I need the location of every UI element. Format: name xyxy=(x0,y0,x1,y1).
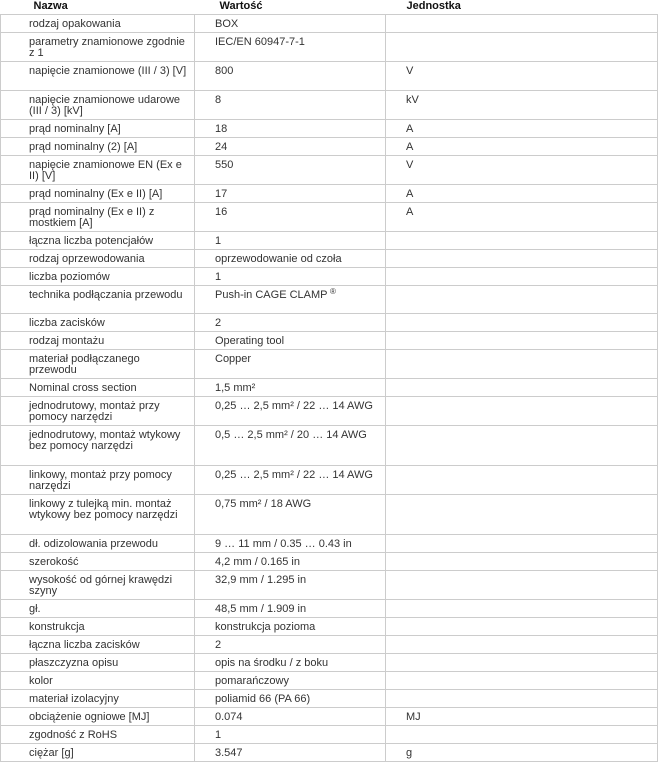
row-unit-cell xyxy=(386,654,658,672)
row-unit-cell-text xyxy=(406,726,653,732)
table-row xyxy=(1,62,658,91)
row-value-cell xyxy=(195,571,386,600)
table-row xyxy=(1,138,658,156)
row-value-cell xyxy=(195,232,386,250)
row-value-cell xyxy=(195,379,386,397)
row-name-cell-text: prąd nominalny (Ex e II) z mostkiem [A] xyxy=(29,206,155,229)
row-name-cell xyxy=(1,62,195,91)
row-unit-cell xyxy=(386,91,658,120)
row-name-cell-text: ciężar [g] xyxy=(29,747,74,759)
table-row xyxy=(1,33,658,62)
row-name-cell xyxy=(1,138,195,156)
row-value-cell xyxy=(195,726,386,744)
table-row xyxy=(1,286,658,314)
table-row xyxy=(1,15,658,33)
row-value-cell xyxy=(195,426,386,466)
row-unit-cell xyxy=(386,120,658,138)
row-unit-cell-text xyxy=(406,553,653,559)
row-value-cell xyxy=(195,397,386,426)
row-value-cell xyxy=(195,91,386,120)
row-name-cell-text: rodzaj montażu xyxy=(29,335,105,347)
row-unit-cell-text xyxy=(406,636,653,642)
row-name-cell-text: łączna liczba zacisków xyxy=(29,639,140,651)
row-value-cell xyxy=(195,690,386,708)
table-row xyxy=(1,571,658,600)
table-header-row xyxy=(1,0,658,15)
row-value-cell xyxy=(195,250,386,268)
row-name-cell-text: prąd nominalny [A] xyxy=(29,123,121,135)
row-unit-cell xyxy=(386,690,658,708)
table-row xyxy=(1,350,658,379)
row-value-cell-text: konstrukcja pozioma xyxy=(215,621,316,633)
row-unit-cell xyxy=(386,708,658,726)
table-row xyxy=(1,203,658,232)
row-value-cell-text: 0.074 xyxy=(215,711,243,723)
row-unit-cell-text: MJ xyxy=(406,711,421,723)
table-row xyxy=(1,120,658,138)
row-name-cell-text: prąd nominalny (Ex e II) [A] xyxy=(29,188,163,200)
row-unit-cell xyxy=(386,156,658,185)
row-name-cell xyxy=(1,156,195,185)
row-name-cell-text: zgodność z RoHS xyxy=(29,729,118,741)
row-unit-cell xyxy=(386,232,658,250)
table-row xyxy=(1,379,658,397)
row-unit-cell-text: A xyxy=(406,206,414,218)
row-value-cell-text: 800 xyxy=(215,65,234,77)
table-row xyxy=(1,535,658,553)
row-unit-cell xyxy=(386,350,658,379)
row-name-cell xyxy=(1,553,195,571)
row-value-cell xyxy=(195,185,386,203)
row-name-cell xyxy=(1,250,195,268)
table-row xyxy=(1,636,658,654)
row-unit-cell xyxy=(386,636,658,654)
table-row xyxy=(1,708,658,726)
row-name-cell-text: liczba zacisków xyxy=(29,317,105,329)
row-value-cell-text: opis na środku / z boku xyxy=(215,657,329,669)
column-header-value: Wartość xyxy=(195,0,386,15)
row-unit-cell xyxy=(386,314,658,332)
row-name-cell-text: szerokość xyxy=(29,556,79,568)
row-value-cell xyxy=(195,600,386,618)
row-value-cell xyxy=(195,654,386,672)
row-name-cell xyxy=(1,672,195,690)
row-name-cell-text: łączna liczba potencjałów xyxy=(29,235,154,247)
table-row xyxy=(1,268,658,286)
row-unit-cell-text xyxy=(406,600,653,606)
row-unit-cell-text xyxy=(406,232,653,238)
row-unit-cell-text xyxy=(406,286,653,292)
row-unit-cell xyxy=(386,600,658,618)
row-name-cell-text: gł. xyxy=(29,603,41,615)
row-name-cell-text: materiał podłączanego przewodu xyxy=(29,353,140,376)
row-name-cell-text: jednodrutowy, montaż wtykowy bez pomocy narzędzi xyxy=(29,429,181,452)
row-value-cell-text: 1 xyxy=(215,235,222,247)
row-name-cell-text: napięcie znamionowe (III / 3) [V] xyxy=(29,65,187,77)
table-row xyxy=(1,600,658,618)
row-value-cell-text: oprzewodowanie od czoła xyxy=(215,253,342,265)
row-unit-cell-text xyxy=(406,535,653,541)
row-unit-cell-text xyxy=(406,379,653,385)
row-unit-cell-text: A xyxy=(406,188,414,200)
row-value-cell-text: 32,9 mm / 1.295 in xyxy=(215,574,307,586)
row-unit-cell-text: A xyxy=(406,123,414,135)
row-unit-cell-text: V xyxy=(406,65,414,77)
table-row xyxy=(1,726,658,744)
row-value-cell-text: pomarańczowy xyxy=(215,675,289,687)
row-value-cell-text: 1,5 mm² xyxy=(215,382,256,394)
row-name-cell xyxy=(1,654,195,672)
row-name-cell xyxy=(1,726,195,744)
row-value-cell-text: 550 xyxy=(215,159,234,171)
row-value-cell-text: 1 xyxy=(215,271,222,283)
row-name-cell-text: napięcie znamionowe udarowe (III / 3) [kV] xyxy=(29,94,181,117)
table-row xyxy=(1,332,658,350)
row-name-cell xyxy=(1,314,195,332)
table-row xyxy=(1,397,658,426)
row-name-cell xyxy=(1,571,195,600)
row-value-cell xyxy=(195,332,386,350)
row-unit-cell-text xyxy=(406,672,653,678)
row-value-cell-text: 1 xyxy=(215,729,222,741)
row-name-cell xyxy=(1,466,195,495)
row-name-cell-text: kolor xyxy=(29,675,53,687)
table-row xyxy=(1,426,658,466)
row-name-cell-text: dł. odizolowania przewodu xyxy=(29,538,159,550)
row-value-cell xyxy=(195,618,386,636)
row-unit-cell-text xyxy=(406,466,653,472)
row-unit-cell-text xyxy=(406,268,653,274)
row-name-cell xyxy=(1,268,195,286)
row-name-cell-text: Nominal cross section xyxy=(29,382,137,394)
table-row xyxy=(1,314,658,332)
row-unit-cell xyxy=(386,397,658,426)
row-unit-cell-text xyxy=(406,15,653,21)
row-value-cell-text: IEC/EN 60947-7-1 xyxy=(215,36,305,48)
row-unit-cell xyxy=(386,495,658,535)
row-value-cell-text: 18 xyxy=(215,123,228,135)
row-unit-cell-text xyxy=(406,495,653,501)
row-name-cell-text: płaszczyzna opisu xyxy=(29,657,119,669)
table-row xyxy=(1,232,658,250)
row-value-cell xyxy=(195,120,386,138)
table-row xyxy=(1,466,658,495)
row-name-cell xyxy=(1,708,195,726)
row-name-cell-text: parametry znamionowe zgodnie z 1 xyxy=(29,36,185,59)
row-value-cell-text: 16 xyxy=(215,206,228,218)
table-row xyxy=(1,91,658,120)
row-unit-cell xyxy=(386,268,658,286)
row-name-cell xyxy=(1,91,195,120)
row-unit-cell-text: V xyxy=(406,159,414,171)
row-unit-cell xyxy=(386,466,658,495)
row-value-cell xyxy=(195,672,386,690)
row-unit-cell xyxy=(386,62,658,91)
row-name-cell xyxy=(1,15,195,33)
row-name-cell xyxy=(1,232,195,250)
row-name-cell xyxy=(1,203,195,232)
row-unit-cell-text xyxy=(406,690,653,696)
row-value-cell xyxy=(195,636,386,654)
row-value-cell xyxy=(195,553,386,571)
row-name-cell xyxy=(1,426,195,466)
table-row xyxy=(1,618,658,636)
table-body xyxy=(1,15,658,762)
row-name-cell-text: linkowy z tulejką min. montaż wtykowy bez pomocy narzędzi xyxy=(29,498,178,521)
row-value-cell xyxy=(195,203,386,232)
row-value-cell-text: 48,5 mm / 1.909 in xyxy=(215,603,307,615)
row-name-cell xyxy=(1,350,195,379)
row-value-cell xyxy=(195,138,386,156)
row-unit-cell-text xyxy=(406,332,653,338)
row-name-cell-text: napięcie znamionowe EN (Ex e II) [V] xyxy=(29,159,182,182)
row-unit-cell xyxy=(386,138,658,156)
row-value-cell-text: Operating tool xyxy=(215,335,285,347)
row-value-cell-text: 8 xyxy=(215,94,222,106)
row-value-cell-text: 0,75 mm² / 18 AWG xyxy=(215,498,312,510)
row-name-cell-text: rodzaj opakowania xyxy=(29,18,121,30)
row-name-cell xyxy=(1,185,195,203)
row-value-cell-text: 4,2 mm / 0.165 in xyxy=(215,556,300,568)
row-value-cell xyxy=(195,156,386,185)
row-value-cell xyxy=(195,268,386,286)
row-name-cell xyxy=(1,120,195,138)
row-value-cell-text: Push-in CAGE CLAMP xyxy=(215,289,328,301)
row-unit-cell-text xyxy=(406,618,653,624)
row-name-cell xyxy=(1,690,195,708)
row-value-cell-text: Copper xyxy=(215,353,252,365)
row-unit-cell-text: g xyxy=(406,747,413,759)
row-unit-cell xyxy=(386,15,658,33)
row-name-cell-text: wysokość od górnej krawędzi szyny xyxy=(29,574,173,597)
row-unit-cell-text xyxy=(406,426,653,432)
row-unit-cell-text xyxy=(406,350,653,356)
row-value-cell-text: 24 xyxy=(215,141,228,153)
row-unit-cell xyxy=(386,203,658,232)
row-name-cell xyxy=(1,286,195,314)
row-unit-cell xyxy=(386,332,658,350)
row-name-cell xyxy=(1,397,195,426)
row-value-cell xyxy=(195,350,386,379)
row-unit-cell-text xyxy=(406,571,653,577)
row-name-cell-text: jednodrutowy, montaż przy pomocy narzędzi xyxy=(29,400,160,423)
row-value-cell xyxy=(195,535,386,553)
row-value-cell xyxy=(195,708,386,726)
row-unit-cell xyxy=(386,379,658,397)
table-row xyxy=(1,553,658,571)
row-unit-cell xyxy=(386,33,658,62)
row-value-cell xyxy=(195,62,386,91)
row-unit-cell xyxy=(386,185,658,203)
table-row xyxy=(1,690,658,708)
row-value-cell-text: 17 xyxy=(215,188,228,200)
row-name-cell xyxy=(1,600,195,618)
row-name-cell xyxy=(1,618,195,636)
row-name-cell xyxy=(1,332,195,350)
row-unit-cell-text xyxy=(406,314,653,320)
row-name-cell xyxy=(1,379,195,397)
row-unit-cell xyxy=(386,250,658,268)
row-name-cell xyxy=(1,495,195,535)
column-header-name: Nazwa xyxy=(1,0,195,15)
table-row xyxy=(1,185,658,203)
table-row xyxy=(1,156,658,185)
row-name-cell-text: obciążenie ogniowe [MJ] xyxy=(29,711,150,723)
row-value-cell xyxy=(195,33,386,62)
row-value-cell-text: 2 xyxy=(215,317,222,329)
row-unit-cell-text xyxy=(406,397,653,403)
row-unit-cell xyxy=(386,286,658,314)
row-unit-cell xyxy=(386,726,658,744)
row-unit-cell-text: A xyxy=(406,141,414,153)
row-value-cell xyxy=(195,15,386,33)
table-row xyxy=(1,672,658,690)
row-unit-cell xyxy=(386,571,658,600)
row-name-cell xyxy=(1,33,195,62)
column-header-unit: Jednostka xyxy=(386,0,658,15)
row-value-cell: Push-in CAGE CLAMP ® xyxy=(195,286,386,314)
row-value-cell xyxy=(195,466,386,495)
row-name-cell-text: prąd nominalny (2) [A] xyxy=(29,141,138,153)
row-name-cell xyxy=(1,636,195,654)
row-name-cell-text: technika podłączania przewodu xyxy=(29,289,183,301)
row-unit-cell-text xyxy=(406,250,653,256)
row-value-cell-text: 0,25 … 2,5 mm² / 22 … 14 AWG xyxy=(215,400,373,412)
row-unit-cell xyxy=(386,553,658,571)
row-name-cell-text: linkowy, montaż przy pomocy narzędzi xyxy=(29,469,172,492)
table-row xyxy=(1,495,658,535)
row-value-cell-text: 0,25 … 2,5 mm² / 22 … 14 AWG xyxy=(215,469,373,481)
row-value-cell xyxy=(195,314,386,332)
row-unit-cell-text xyxy=(406,654,653,660)
row-value-cell-text: 9 … 11 mm / 0.35 … 0.43 in xyxy=(215,538,352,550)
row-name-cell-text: materiał izolacyjny xyxy=(29,693,119,705)
row-value-cell-text: 3.547 xyxy=(215,747,243,759)
row-value-cell-text: 2 xyxy=(215,639,222,651)
row-name-cell xyxy=(1,535,195,553)
row-unit-cell-text xyxy=(406,33,653,39)
row-value-cell xyxy=(195,495,386,535)
row-name-cell-text: konstrukcja xyxy=(29,621,85,633)
row-unit-cell xyxy=(386,672,658,690)
table-row xyxy=(1,654,658,672)
table-row xyxy=(1,250,658,268)
row-value-cell-text: poliamid 66 (PA 66) xyxy=(215,693,311,705)
row-value-cell-text: 0,5 … 2,5 mm² / 20 … 14 AWG xyxy=(215,429,367,441)
row-unit-cell-text: kV xyxy=(406,94,419,106)
row-value-cell-text: BOX xyxy=(215,18,239,30)
row-unit-cell xyxy=(386,618,658,636)
row-name-cell-text: liczba poziomów xyxy=(29,271,110,283)
row-unit-cell xyxy=(386,426,658,466)
row-name-cell-text: rodzaj oprzewodowania xyxy=(29,253,145,265)
row-unit-cell xyxy=(386,535,658,553)
